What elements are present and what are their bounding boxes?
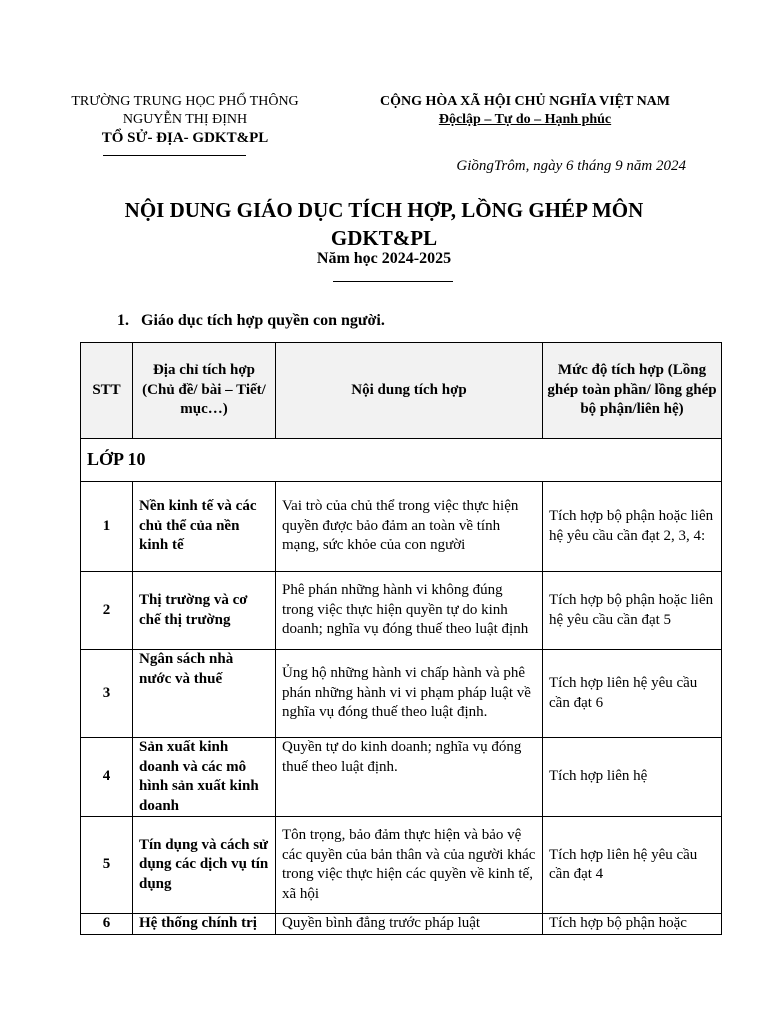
school-name-line1: TRƯỜNG TRUNG HỌC PHỔ THÔNG xyxy=(71,94,299,109)
grade-row xyxy=(81,439,722,482)
national-header xyxy=(355,93,695,129)
header-level: Mức độ tích hợp (Lồng ghép toàn phần/ lồng ghép bộ phận/liên hệ) xyxy=(543,343,722,439)
section-number: 1. xyxy=(117,312,129,329)
section-title: Giáo dục tích hợp quyền con người. xyxy=(141,312,385,329)
title-line2: GDKT&PL xyxy=(330,226,438,250)
table-header-row xyxy=(81,343,722,439)
row-address: Thị trường và cơ chế thị trường xyxy=(133,572,276,650)
row-content: Quyền tự do kinh doanh; nghĩa vụ đóng thuế theo luật định. xyxy=(276,738,543,817)
header-divider-left xyxy=(103,155,246,156)
date-line: GiồngTrôm, ngày 6 tháng 9 năm 2024 xyxy=(456,158,686,174)
title-divider xyxy=(333,281,453,282)
table-row xyxy=(81,914,722,935)
school-name-line2: NGUYỄN THỊ ĐỊNH xyxy=(122,112,248,127)
integration-table xyxy=(80,342,722,935)
row-level: Tích hợp liên hệ yêu cầu cần đạt 6 xyxy=(543,650,722,738)
row-level: Tích hợp bộ phận hoặc liên hệ yêu cầu cần đạt 5 xyxy=(543,572,722,650)
row-stt: 6 xyxy=(81,914,133,935)
row-content: Vai trò của chủ thể trong việc thực hiện quyền được bảo đảm an toàn về tính mạng, sức khỏe của con người xyxy=(276,482,543,572)
row-address: Sản xuất kinh doanh và các mô hình sản xuất kinh doanh xyxy=(133,738,276,817)
table-row xyxy=(81,482,722,572)
row-stt: 1 xyxy=(81,482,133,572)
row-stt: 2 xyxy=(81,572,133,650)
grade-label: LỚP 10 xyxy=(81,439,722,482)
row-address: Tín dụng và cách sử dụng các dịch vụ tín dụng xyxy=(133,817,276,914)
row-address: Nền kinh tế và các chủ thể của nền kinh tế xyxy=(133,482,276,572)
row-level: Tích hợp bộ phận hoặc xyxy=(543,914,722,935)
table-row xyxy=(81,650,722,738)
row-address: Ngân sách nhà nước và thuế xyxy=(133,650,276,738)
row-content: Tôn trọng, bảo đảm thực hiện và bảo vệ các quyền của bản thân và của người khác trong việc thực hiện các quyền về kinh tế, xã hội xyxy=(276,817,543,914)
row-content: Phê phán những hành vi không đúng trong việc thực hiện quyền tự do kinh doanh; nghĩa vụ đóng thuế theo luật định xyxy=(276,572,543,650)
table-row xyxy=(81,738,722,817)
header-address: Địa chỉ tích hợp (Chủ đề/ bài – Tiết/ mục…) xyxy=(133,343,276,439)
department-name: TỔ SỬ- ĐỊA- GDKT&PL xyxy=(101,130,269,146)
header-content: Nội dung tích hợp xyxy=(276,343,543,439)
document-title xyxy=(60,196,708,252)
row-address: Hệ thống chính trị xyxy=(133,914,276,935)
row-stt: 4 xyxy=(81,738,133,817)
row-level: Tích hợp liên hệ yêu cầu cần đạt 4 xyxy=(543,817,722,914)
table-row xyxy=(81,572,722,650)
nation-name: CỘNG HÒA XÃ HỘI CHỦ NGHĨA VIỆT NAM xyxy=(379,94,670,109)
row-content: Quyền bình đẳng trước pháp luật xyxy=(276,914,543,935)
title-line1: NỘI DUNG GIÁO DỤC TÍCH HỢP, LỒNG GHÉP MÔN xyxy=(124,198,644,222)
table-row xyxy=(81,817,722,914)
school-header xyxy=(40,93,330,147)
section-heading xyxy=(117,312,385,330)
row-level: Tích hợp liên hệ xyxy=(543,738,722,817)
school-year: Năm học 2024-2025 xyxy=(316,250,452,267)
row-stt: 3 xyxy=(81,650,133,738)
header-stt: STT xyxy=(81,343,133,439)
national-motto: Độclập – Tự do – Hạnh phúc xyxy=(438,112,612,127)
row-stt: 5 xyxy=(81,817,133,914)
row-content: Ủng hộ những hành vi chấp hành và phê phán những hành vi vi phạm pháp luật về nghĩa vụ đóng thuế theo luật định. xyxy=(276,650,543,738)
row-level: Tích hợp bộ phận hoặc liên hệ yêu cầu cần đạt 2, 3, 4: xyxy=(543,482,722,572)
